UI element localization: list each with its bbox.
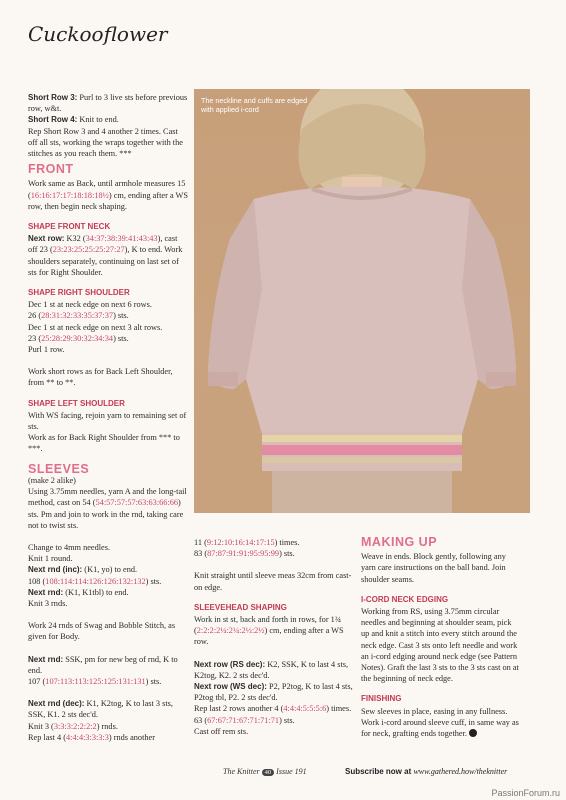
footer-subscribe: Subscribe now at www.gathered.how/theknitter [345, 767, 508, 776]
short-row-4: Short Row 4: Knit to end. [28, 115, 119, 125]
sls-line-1: With WS facing, rejoin yarn to remaining set of sts. [28, 410, 187, 432]
sls-line-2: Work as for Back Right Shoulder from *** to ***. [28, 433, 180, 454]
sleevehead-rs-dec: Next row (RS dec): K2, SSK, K to last 4 sts, K2tog, K2. 2 sts dec'd. [194, 659, 349, 680]
sleevehead-ws-dec: Next row (WS dec): P2, P2tog, K to last 4 sts, P2tog tbl, P2. 2 sts dec'd. [194, 682, 353, 703]
footer-magazine: The Knitter 40 Issue 191 [223, 767, 307, 776]
srs-line-1: Dec 1 st at neck edge on next 6 rows. [28, 300, 152, 310]
short-row-3: Short Row 3: Purl to 3 live sts before previous row, w&t. [28, 93, 188, 114]
sleevehead-rep: Rep last 2 rows another 4 (4:4:4:5:5:5:6) times. [194, 704, 352, 714]
shape-left-shoulder-heading: SHAPE LEFT SHOULDER [28, 398, 125, 408]
sleevehead-intro: Work in st st, back and forth in rows, for 1¾ (2:2:2:2¼:2¼:2½:2½) cm, ending after a WS row. [194, 615, 344, 647]
sleeves-inc-round: Next rnd (inc): (K1, yo) to end. [28, 565, 138, 575]
sleeves-knit-rnds: Knit 3 (3:3:3:2:2:2:2) rnds. [28, 721, 118, 731]
sleeves-subheading: (make 2 alike) [28, 475, 76, 485]
sleevehead-cast-off: Cast off rem sts. [194, 726, 249, 736]
end-mark-icon [469, 729, 477, 737]
c2-knit-straight: Knit straight until sleeve meas 32cm from cast-on edge. [194, 571, 352, 592]
srs-line-2: 26 (28:31:32:33:35:37:37) sts. [28, 311, 129, 321]
icord-neck-heading: I-CORD NECK EDGING [361, 594, 449, 604]
column-3 [361, 537, 521, 739]
short-row-repeat: Rep Short Row 3 and 4 another 2 times. Cast off all sts, working the wraps together with the stitches as you reach them. *** [28, 126, 183, 159]
finishing-heading: FINISHING [361, 694, 402, 704]
shape-right-shoulder-heading: SHAPE RIGHT SHOULDER [28, 288, 130, 298]
sleeves-ssk-count: 107 (107:113:113:125:125:131:131) sts. [28, 676, 162, 686]
sleeves-next-round: Next rnd: (K1, K1tbl) to end. [28, 587, 129, 597]
sleeves-swag-bobble: Work 24 rnds of Swag and Bobble Stitch, as given for Body. [28, 621, 176, 642]
shape-front-neck-text: Next row: K32 (34:37:38:39:41:43:43), cast off 23 (23:23:25:25:25:27:27), K to end. Work shoulders separately, continuing on last set of sts for Right Shoulder. [28, 234, 183, 277]
sleeves-dec-round: Next rnd (dec): K1, K2tog, K to last 3 sts, SSK, K1. 2 sts dec'd. [28, 699, 173, 720]
column-1 [28, 92, 188, 743]
sleeves-knit-round: Knit 1 round. [28, 554, 73, 564]
srs-line-5: Purl 1 row. [28, 345, 65, 355]
page-number: 40 [262, 769, 275, 776]
column-2 [194, 537, 354, 737]
sleevehead-count: 63 (67:67:71:67:71:71:71) sts. [194, 715, 295, 725]
photo-caption: The neckline and cuffs are edged with applied i-cord [201, 96, 308, 114]
watermark: PassionForum.ru [491, 788, 560, 798]
sleeves-heading: SLEEVES [28, 461, 90, 476]
c2-sts: 83 (87:87:91:91:95:95:99) sts. [194, 549, 295, 559]
sleeves-ssk-round: Next rnd: SSK, pm for new beg of rnd, K to end. [28, 654, 178, 675]
page-title: Cuckooflower [28, 22, 168, 46]
shape-front-neck-heading: SHAPE FRONT NECK [28, 222, 111, 232]
srs-line-6: Work short rows as for Back Left Shoulder, from ** to **. [28, 367, 173, 388]
making-up-heading: MAKING UP [361, 535, 438, 549]
making-up-text: Weave in ends. Block gently, following any yarn care instructions on the ball band. Join shoulder seams. [361, 552, 506, 584]
sleeves-change-needles: Change to 4mm needles. [28, 542, 111, 552]
sleeves-cast-on: Using 3.75mm needles, yarn A and the long-tail method, cast on 54 (54:57:57:57:63:63:66:66) sts. Pm and join to work in the rnd, taking care not to twist sts. [28, 487, 187, 530]
sweater-illustration [194, 89, 530, 513]
finishing-text: Sew sleeves in place, easing in any fullness. Work i-cord around sleeve cuff, in same way as for neck, grafting ends together. [361, 706, 519, 739]
subscribe-link[interactable]: www.gathered.how/theknitter [413, 767, 508, 776]
front-heading: FRONT [28, 162, 74, 177]
srs-line-4: 23 (25:28:29:30:32:34:34) sts. [28, 333, 129, 343]
front-instructions: Work same as Back, until armhole measures 15 (16:16:17:17:18:18:18½) cm, ending after a WS row, then begin neck shaping. [28, 179, 189, 211]
sleeves-knit-3: Knit 3 rnds. [28, 598, 68, 608]
c2-times: 11 (9:12:10:16:14:17:15) times. [194, 538, 300, 547]
srs-line-3: Dec 1 st at neck edge on next 3 alt rows. [28, 322, 163, 332]
icord-neck-text: Working from RS, using 3.75mm circular needles and beginning at shoulder seam, pick up and knit a stitch into every stitch around the neck edge. Cast 3 sts onto left needle and work an i-cord edging around neck edge (see Pattern Notes). Graft the last 3 sts to the 3 sts cast on at the beginning of neck edge. [361, 607, 519, 684]
sleeves-rep-rnds: Rep last 4 (4:4:4:3:3:3:3) rnds another [28, 732, 155, 742]
sleevehead-heading: SLEEVEHEAD SHAPING [194, 602, 287, 612]
sleeves-inc-count: 108 (108:114:114:126:126:132:132) sts. [28, 576, 162, 586]
sweater-photo [194, 89, 530, 513]
